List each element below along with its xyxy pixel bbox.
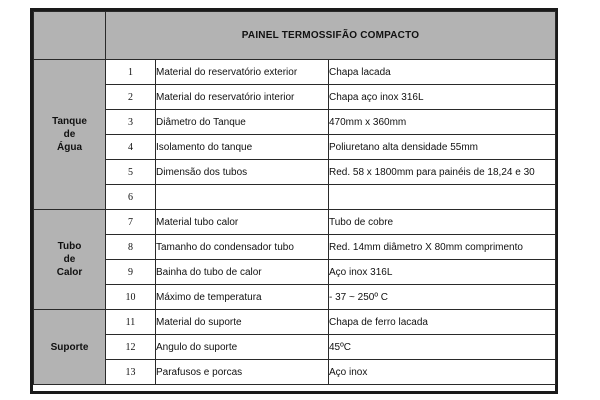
row-property: Material do reservatório interior xyxy=(156,85,329,110)
row-value: Poliuretano alta densidade 55mm xyxy=(329,135,556,160)
group-label-tubo-de-calor xyxy=(34,210,106,310)
row-property: Material tubo calor xyxy=(156,210,329,235)
row-value: Chapa de ferro lacada xyxy=(329,310,556,335)
row-number: 9 xyxy=(106,260,156,285)
row-value: Red. 14mm diâmetro X 80mm comprimento xyxy=(329,235,556,260)
group-label-line: de xyxy=(63,129,76,140)
table-header-row xyxy=(34,12,556,60)
row-property xyxy=(156,185,329,210)
spec-table xyxy=(33,11,556,385)
group-label-line: Tanque xyxy=(52,116,87,127)
row-number: 8 xyxy=(106,235,156,260)
row-value: - 37 ~ 250º C xyxy=(329,285,556,310)
row-value: 470mm x 360mm xyxy=(329,110,556,135)
table-row xyxy=(34,110,556,135)
table-row xyxy=(34,260,556,285)
table-row xyxy=(34,210,556,235)
row-number: 3 xyxy=(106,110,156,135)
row-number: 12 xyxy=(106,335,156,360)
table-row xyxy=(34,360,556,385)
table-row xyxy=(34,85,556,110)
row-property: Diâmetro do Tanque xyxy=(156,110,329,135)
row-value: Red. 58 x 1800mm para painéis de 18,24 e 30 xyxy=(329,160,556,185)
table-title: PAINEL TERMOSSIFÃO COMPACTO xyxy=(106,12,556,60)
table-row xyxy=(34,285,556,310)
row-number: 4 xyxy=(106,135,156,160)
row-property: Angulo do suporte xyxy=(156,335,329,360)
row-number: 1 xyxy=(106,60,156,85)
row-number: 7 xyxy=(106,210,156,235)
row-property: Material do suporte xyxy=(156,310,329,335)
row-property: Dimensão dos tubos xyxy=(156,160,329,185)
row-property: Tamanho do condensador tubo xyxy=(156,235,329,260)
row-property: Parafusos e porcas xyxy=(156,360,329,385)
table-row xyxy=(34,235,556,260)
row-number: 10 xyxy=(106,285,156,310)
row-value: Aço inox 316L xyxy=(329,260,556,285)
row-number: 5 xyxy=(106,160,156,185)
table-row xyxy=(34,185,556,210)
row-property: Máximo de temperatura xyxy=(156,285,329,310)
row-value: Aço inox xyxy=(329,360,556,385)
table-row xyxy=(34,335,556,360)
header-corner-cell xyxy=(34,12,106,60)
table-row xyxy=(34,135,556,160)
group-label-line: de xyxy=(63,254,76,265)
row-value: Tubo de cobre xyxy=(329,210,556,235)
row-value: Chapa aço inox 316L xyxy=(329,85,556,110)
row-property: Isolamento do tanque xyxy=(156,135,329,160)
row-value: 45ºC xyxy=(329,335,556,360)
table-row xyxy=(34,60,556,85)
group-label-tanque-de-agua xyxy=(34,60,106,210)
table-row xyxy=(34,160,556,185)
table-row xyxy=(34,310,556,335)
row-number: 13 xyxy=(106,360,156,385)
row-property: Bainha do tubo de calor xyxy=(156,260,329,285)
group-label-line: Calor xyxy=(56,267,83,278)
spec-table-frame xyxy=(30,8,558,394)
row-property: Material do reservatório exterior xyxy=(156,60,329,85)
row-number: 6 xyxy=(106,185,156,210)
row-number: 11 xyxy=(106,310,156,335)
group-label-line: Água xyxy=(57,142,82,153)
group-label-line: Tubo xyxy=(57,241,82,252)
group-label-suporte: Suporte xyxy=(34,310,106,385)
row-value: Chapa lacada xyxy=(329,60,556,85)
row-value xyxy=(329,185,556,210)
row-number: 2 xyxy=(106,85,156,110)
